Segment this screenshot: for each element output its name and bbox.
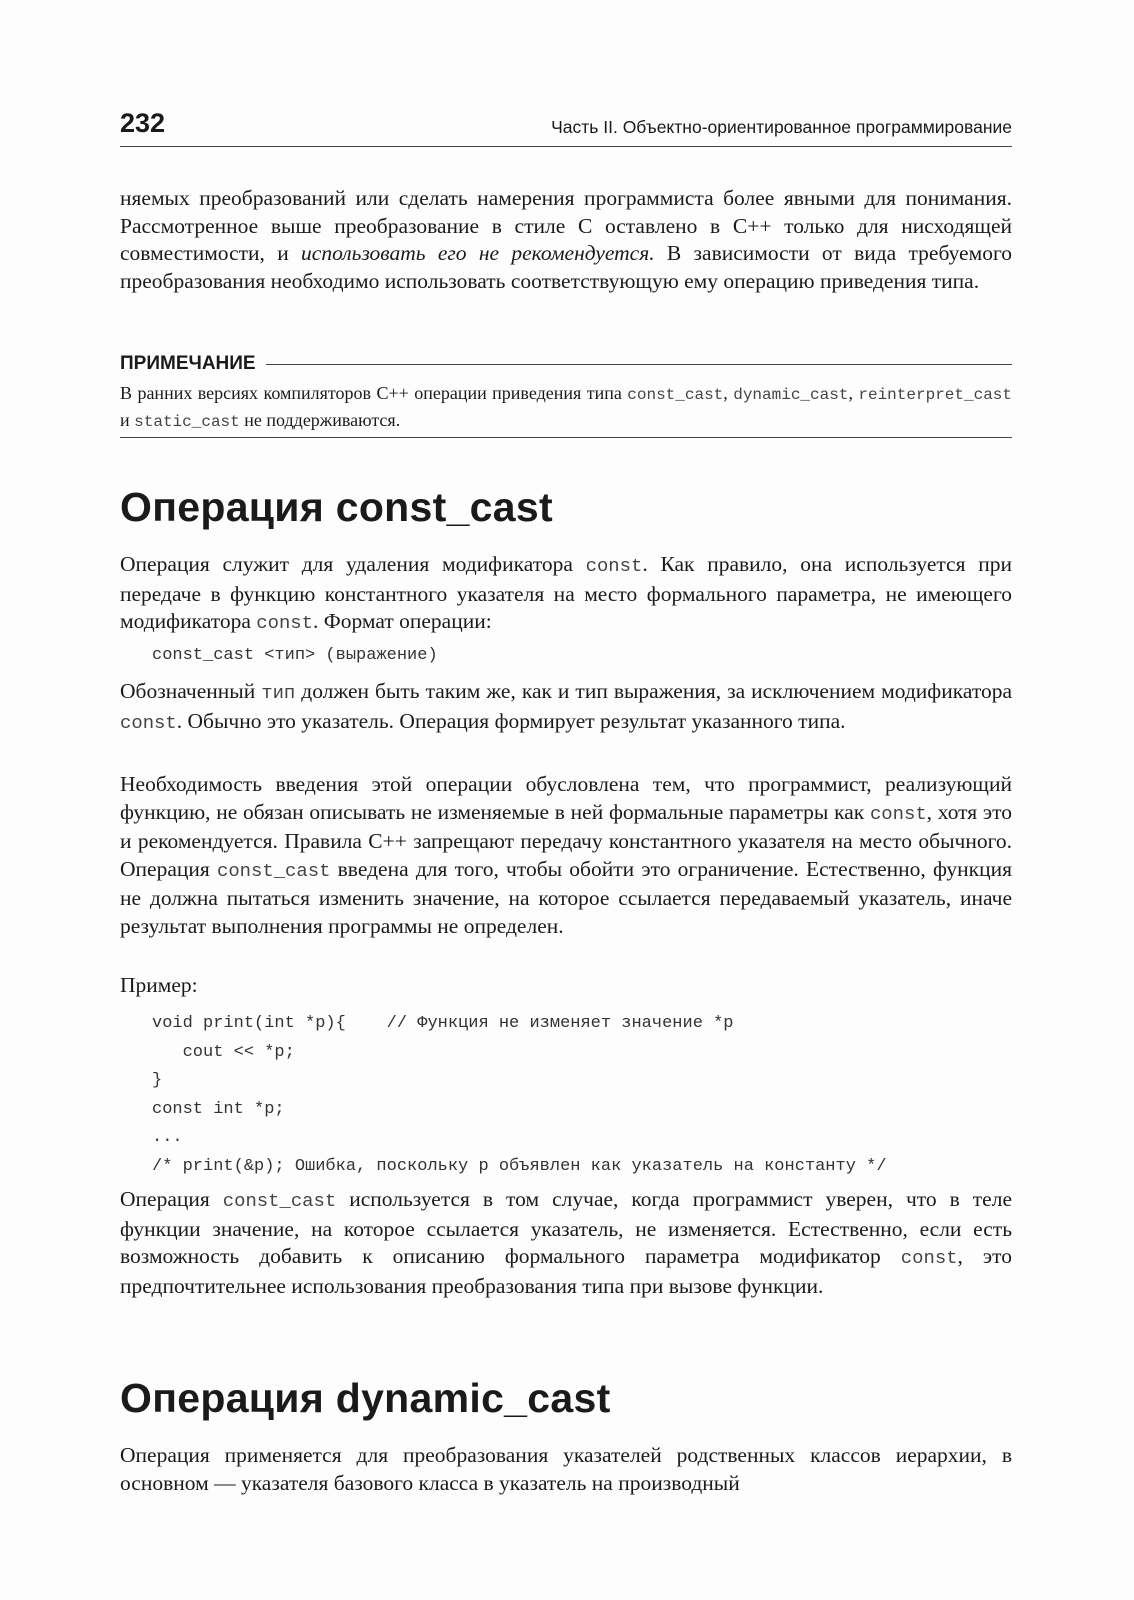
note-text-b: и [120, 410, 135, 430]
cc-p1-a: Операция служит для удаления модификатора [120, 552, 586, 576]
intro-emphasis: использовать его не рекомендуется. [301, 241, 655, 265]
note-header [120, 352, 1012, 376]
intro-text-b: В зависимости от вида требуемого преобразования необходимо использовать соответствующую ему операцию приведения типа. [120, 241, 1012, 293]
note-title: ПРИМЕЧАНИЕ [120, 353, 256, 374]
note-sep-2: , [848, 383, 859, 403]
cc-p1-c: . Формат операции: [313, 609, 492, 633]
note-top-rule [266, 364, 1012, 365]
const-cast-paragraph-1 [120, 551, 1012, 638]
cc-p4-c: , это предпочтительнее использования преобразования типа при вызове функции. [120, 1244, 1012, 1298]
cc-p3-c: введена для того, чтобы обойти это ограничение. Естественно, функция не должна пытаться изменить значение, на которое ссылается передаваемый указатель, иначе результат выполнения программы не определен. [120, 856, 1012, 938]
running-title: Часть II. Объектно-ориентированное программирование [551, 117, 1012, 137]
cc-p2-c: . Обычно это указатель. Операция формирует результат указанного типа. [176, 708, 846, 733]
section-heading-dynamic-cast: Операция dynamic_cast [120, 1375, 611, 1421]
note-bottom-rule [120, 437, 1012, 438]
const-cast-paragraph-2 [120, 678, 1012, 737]
note-sep-1: , [723, 383, 734, 403]
page-number: 232 [120, 108, 166, 138]
cc-p1-code-2: const [256, 612, 313, 634]
cc-p2-a: Обозначенный [120, 679, 262, 703]
cc-p3-b: , хотя это и рекомендуется. Правила C++ запрещают передачу константного указателя на место обычного. Операция [120, 799, 1012, 881]
note-text-c: не поддерживаются. [239, 410, 401, 430]
cc-p4-code-2: const [900, 1247, 958, 1269]
cc-p4-a: Операция [120, 1187, 223, 1211]
note-text-a: В ранних версиях компиляторов C++ операции приведения типа [120, 383, 628, 403]
cc-p4-b: используется в том случае, когда программист уверен, что в теле функции значение, на которое ссылается указатель, не изменяется. Естественно, если есть возможность добавить к описанию формального параметра модификатор [120, 1187, 1012, 1268]
note-text [120, 381, 1012, 435]
cc-p2-b: должен быть таким же, как и тип выражения, за исключением модификатора [295, 679, 1012, 703]
page-header [120, 108, 1012, 147]
intro-paragraph [120, 185, 1012, 295]
section-heading-const-cast: Операция const_cast [120, 484, 553, 530]
cc-p3-code-2: const_cast [216, 859, 331, 882]
cc-p3-code-1: const [869, 802, 927, 825]
dynamic-cast-paragraph-1: Операция применяется для преобразования указателей родственных классов иерархии, в основном — указателя базового класса в указатель на производный [120, 1443, 1012, 1495]
cc-p1-b: . Как правило, она используется при передаче в функцию константного указателя на место формального параметра, не имеющего модификатора [120, 552, 1012, 633]
cc-p4-code-1: const_cast [222, 1190, 337, 1212]
const-cast-paragraph-4 [120, 1186, 1012, 1300]
cc-p2-code-2: const [120, 711, 177, 734]
format-code: const_cast <тип> (выражение) [152, 646, 438, 665]
note-code-static-cast: static_cast [134, 413, 240, 431]
note-code-const-cast: const_cast [627, 386, 724, 404]
note-code-dynamic-cast: dynamic_cast [733, 386, 849, 404]
cc-p2-code-1: тип [261, 682, 296, 704]
intro-text-a: няемых преобразований или сделать намерения программиста более явными для понимания. Рассмотренное выше преобразование в стиле C оставлено в C++ только для нисходящей совместимости, и [120, 186, 1012, 265]
note-code-reinterpret-cast: reinterpret_cast [858, 386, 1012, 404]
example-label: Пример: [120, 973, 198, 997]
const-cast-paragraph-3 [120, 771, 1012, 940]
cc-p1-code-1: const [585, 555, 643, 577]
example-code: void print(int *p){ // Функция не изменяет значение *p cout << *p; } const int *p; ... /* print(&p); Ошибка, поскольку p объявлен как указатель на константу */ [152, 1014, 887, 1176]
cc-p3-a: Необходимость введения этой операции обусловлена тем, что программист, реализующий функцию, не обязан описывать не изменяемые в ней формальные параметры как [120, 772, 1012, 824]
